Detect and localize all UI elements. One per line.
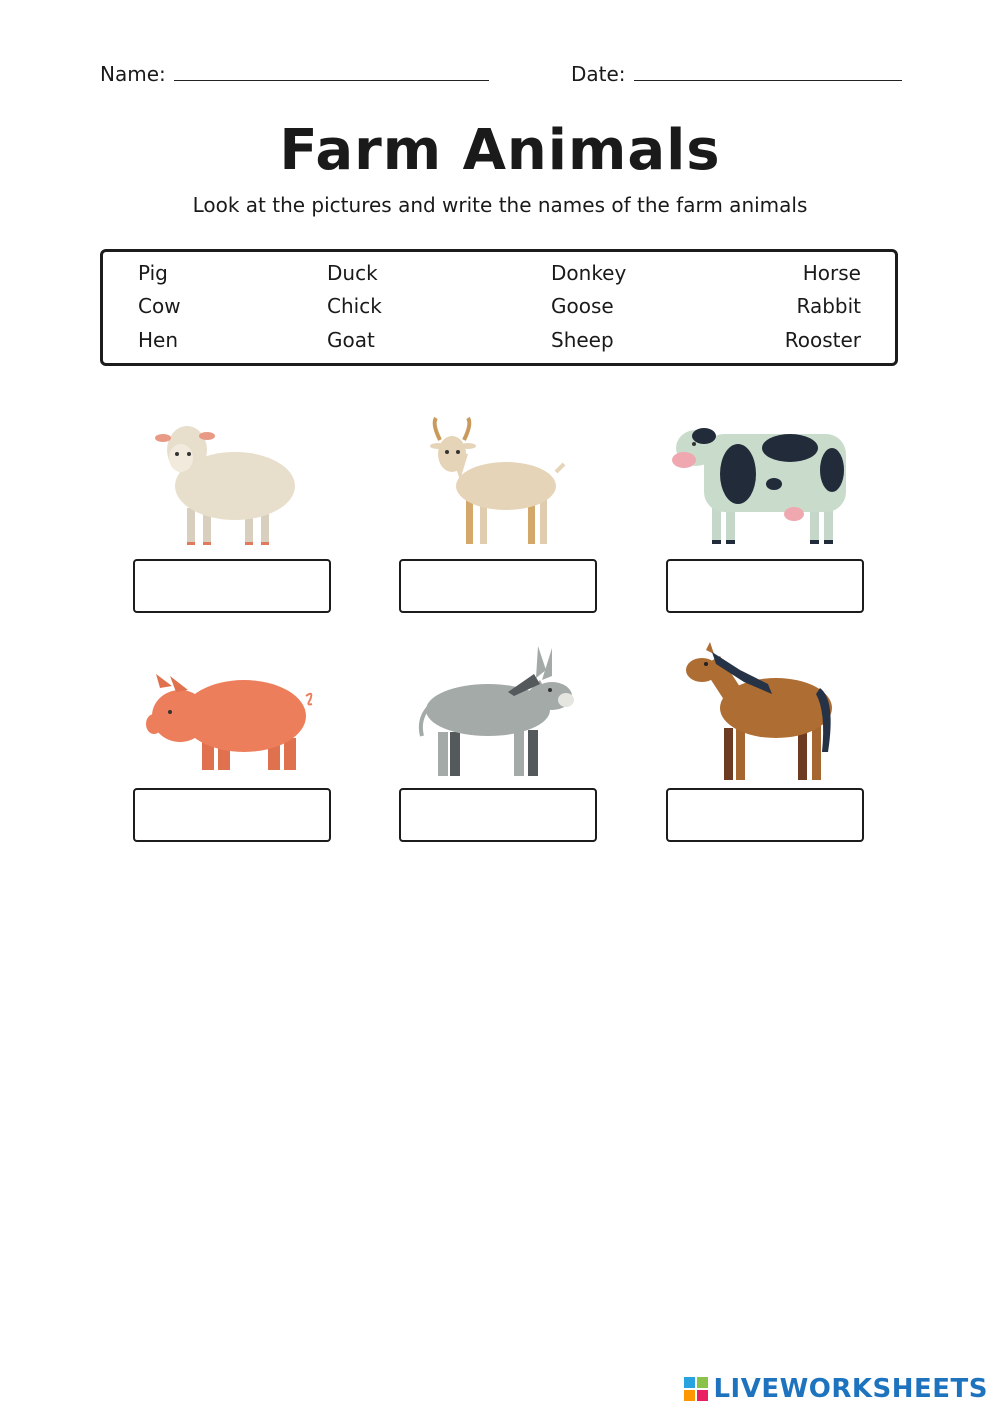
- pig-icon: [140, 640, 320, 780]
- sheep-icon: [145, 410, 325, 550]
- instructions: Look at the pictures and write the names of the farm animals: [192, 193, 808, 217]
- word-bank-item: Goat: [327, 328, 375, 352]
- cow-icon: [670, 410, 850, 550]
- liveworksheets-brand: [683, 1374, 988, 1404]
- answer-box-donkey[interactable]: [399, 788, 597, 842]
- brand-text: LIVEWORKSHEETS: [713, 1374, 988, 1404]
- word-bank-item: Pig: [138, 261, 168, 285]
- word-bank-item: Donkey: [551, 261, 627, 285]
- answer-box-goat[interactable]: [399, 559, 597, 613]
- word-bank-item: Horse: [802, 261, 861, 285]
- answer-box-sheep[interactable]: [133, 559, 331, 613]
- goat-icon: [410, 410, 590, 550]
- answer-box-pig[interactable]: [133, 788, 331, 842]
- name-label: Name:: [100, 62, 166, 86]
- answer-box-cow[interactable]: [666, 559, 864, 613]
- page-title: Farm Animals: [279, 118, 721, 183]
- date-label: Date:: [571, 62, 626, 86]
- horse-icon: [680, 640, 860, 780]
- date-line[interactable]: [634, 80, 902, 81]
- name-line[interactable]: [174, 80, 489, 81]
- word-bank-item: Cow: [138, 294, 181, 318]
- word-bank-item: Sheep: [551, 328, 614, 352]
- donkey-icon: [410, 640, 590, 780]
- answer-box-horse[interactable]: [666, 788, 864, 842]
- liveworksheets-logo-icon: [683, 1376, 709, 1402]
- word-bank-item: Chick: [327, 294, 382, 318]
- word-bank-item: Goose: [551, 294, 614, 318]
- word-bank-item: Rabbit: [796, 294, 861, 318]
- word-bank-item: Hen: [138, 328, 179, 352]
- word-bank-item: Duck: [327, 261, 378, 285]
- word-bank-item: Rooster: [784, 328, 861, 352]
